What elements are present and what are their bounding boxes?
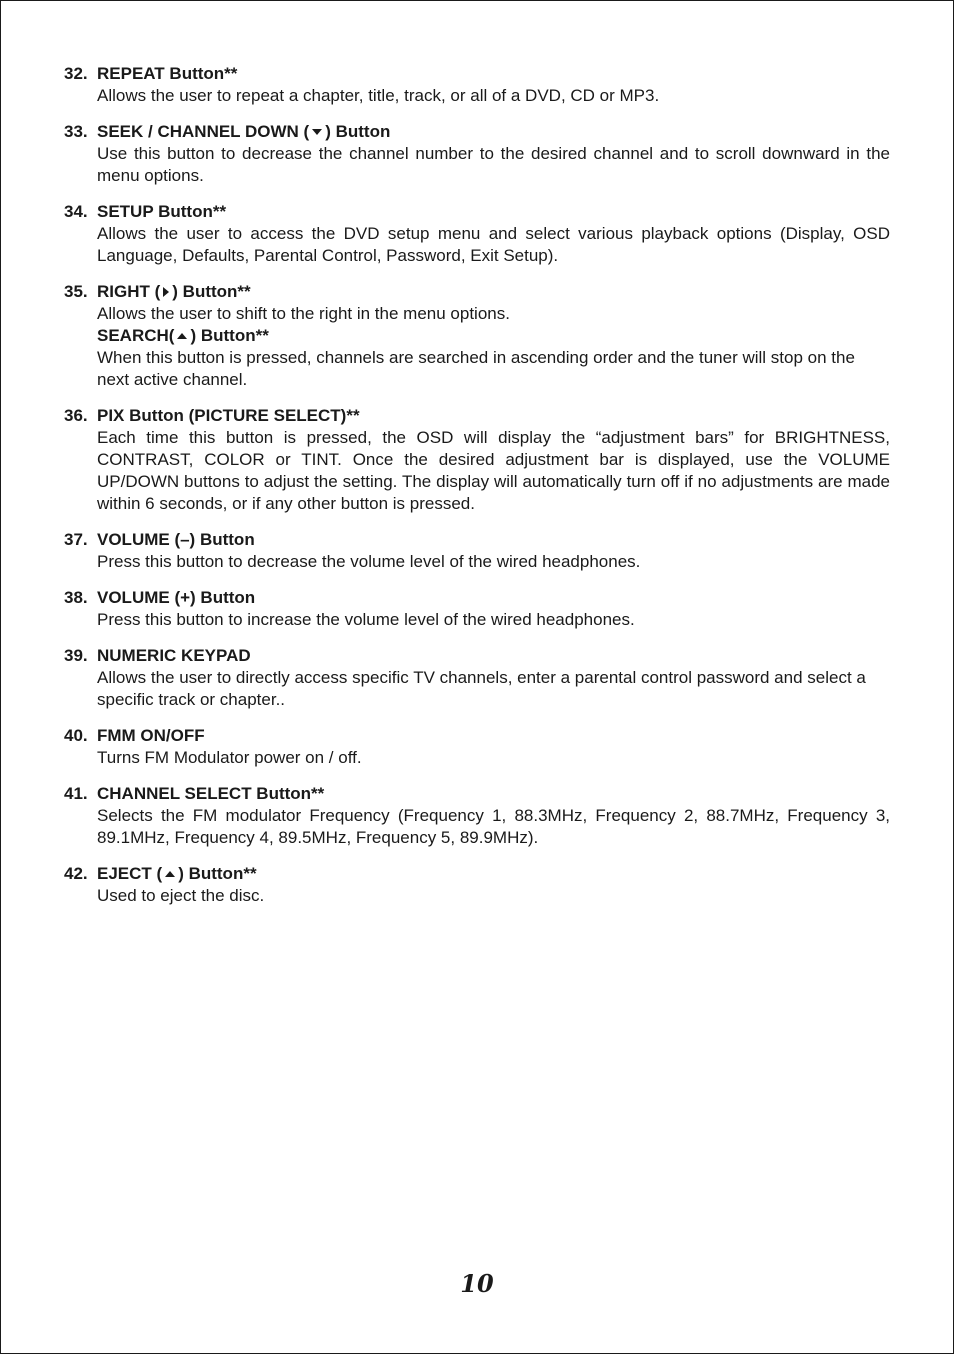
item-title: CHANNEL SELECT Button** bbox=[97, 784, 325, 803]
list-item bbox=[64, 201, 890, 267]
item-description: Press this button to decrease the volume level of the wired headphones. bbox=[97, 552, 641, 571]
list-item bbox=[64, 405, 890, 515]
item-title bbox=[97, 281, 890, 303]
item-number: 32. bbox=[64, 64, 88, 83]
item-title: VOLUME (+) Button bbox=[97, 588, 256, 607]
list-item bbox=[64, 121, 890, 187]
item-description: Press this button to increase the volume level of the wired headphones. bbox=[97, 610, 635, 629]
item-subdescription: When this button is pressed, channels are searched in ascending order and the tuner will stop on the next active channel. bbox=[97, 348, 855, 389]
item-subtitle bbox=[97, 325, 890, 347]
item-title: REPEAT Button** bbox=[97, 64, 238, 83]
item-number: 42. bbox=[64, 864, 88, 883]
item-number: 33. bbox=[64, 122, 88, 141]
item-subtitle-start: SEARCH( bbox=[97, 326, 175, 345]
list-item bbox=[64, 529, 890, 573]
item-title-end: ) Button** bbox=[172, 282, 251, 301]
down-triangle-icon bbox=[312, 129, 322, 135]
item-title-start: RIGHT ( bbox=[97, 282, 161, 301]
item-number: 40. bbox=[64, 726, 88, 745]
list-item bbox=[64, 645, 890, 711]
item-subtitle-end: ) Button** bbox=[190, 326, 269, 345]
item-description: Allows the user to access the DVD setup menu and select various playback options (Display, OSD Language, Defaults, Parental Control, Password, Exit Setup). bbox=[97, 224, 890, 265]
item-number: 36. bbox=[64, 406, 88, 425]
item-list bbox=[64, 63, 890, 921]
item-description: Used to eject the disc. bbox=[97, 886, 265, 905]
item-number: 34. bbox=[64, 202, 88, 221]
item-number: 39. bbox=[64, 646, 88, 665]
list-item bbox=[64, 281, 890, 391]
up-triangle-icon bbox=[165, 871, 175, 877]
item-title: FMM ON/OFF bbox=[97, 726, 205, 745]
list-item bbox=[64, 863, 890, 907]
item-title-end: ) Button bbox=[325, 122, 391, 141]
item-title: NUMERIC KEYPAD bbox=[97, 646, 251, 665]
up-triangle-icon bbox=[177, 333, 187, 339]
item-title-start: SEEK / CHANNEL DOWN ( bbox=[97, 122, 310, 141]
item-description: Use this button to decrease the channel number to the desired channel and to scroll downward in the menu options. bbox=[97, 144, 890, 185]
item-title-end: ) Button** bbox=[178, 864, 257, 883]
item-description: Each time this button is pressed, the OSD will display the “adjustment bars” for BRIGHTNESS, CONTRAST, COLOR or TINT. Once the desired adjustment bar is displayed, use the VOLUME UP/DOWN buttons to adjust the setting. The display will automatically turn off if no adjustments are made within 6 seconds, or if any other button is pressed. bbox=[97, 428, 890, 513]
item-number: 37. bbox=[64, 530, 88, 549]
item-title bbox=[97, 863, 890, 885]
list-item bbox=[64, 783, 890, 849]
right-triangle-icon bbox=[163, 287, 169, 297]
item-description: Selects the FM modulator Frequency (Frequency 1, 88.3MHz, Frequency 2, 88.7MHz, Frequency 3, 89.1MHz, Frequency 4, 89.5MHz, Frequency 5, 89.9MHz). bbox=[97, 806, 890, 847]
item-number: 35. bbox=[64, 282, 88, 301]
list-item bbox=[64, 587, 890, 631]
item-title-start: EJECT ( bbox=[97, 864, 163, 883]
item-description: Allows the user to directly access specific TV channels, enter a parental control password and select a specific track or chapter.. bbox=[97, 668, 866, 709]
list-item bbox=[64, 725, 890, 769]
item-title bbox=[97, 121, 890, 143]
item-number: 38. bbox=[64, 588, 88, 607]
item-title: SETUP Button** bbox=[97, 202, 227, 221]
item-description: Turns FM Modulator power on / off. bbox=[97, 748, 362, 767]
page-number: 10 bbox=[460, 1269, 494, 1298]
list-item bbox=[64, 63, 890, 107]
item-number: 41. bbox=[64, 784, 88, 803]
item-description: Allows the user to shift to the right in the menu options. bbox=[97, 304, 510, 323]
item-title: VOLUME (–) Button bbox=[97, 530, 255, 549]
item-title: PIX Button (PICTURE SELECT)** bbox=[97, 406, 360, 425]
item-description: Allows the user to repeat a chapter, title, track, or all of a DVD, CD or MP3. bbox=[97, 86, 660, 105]
